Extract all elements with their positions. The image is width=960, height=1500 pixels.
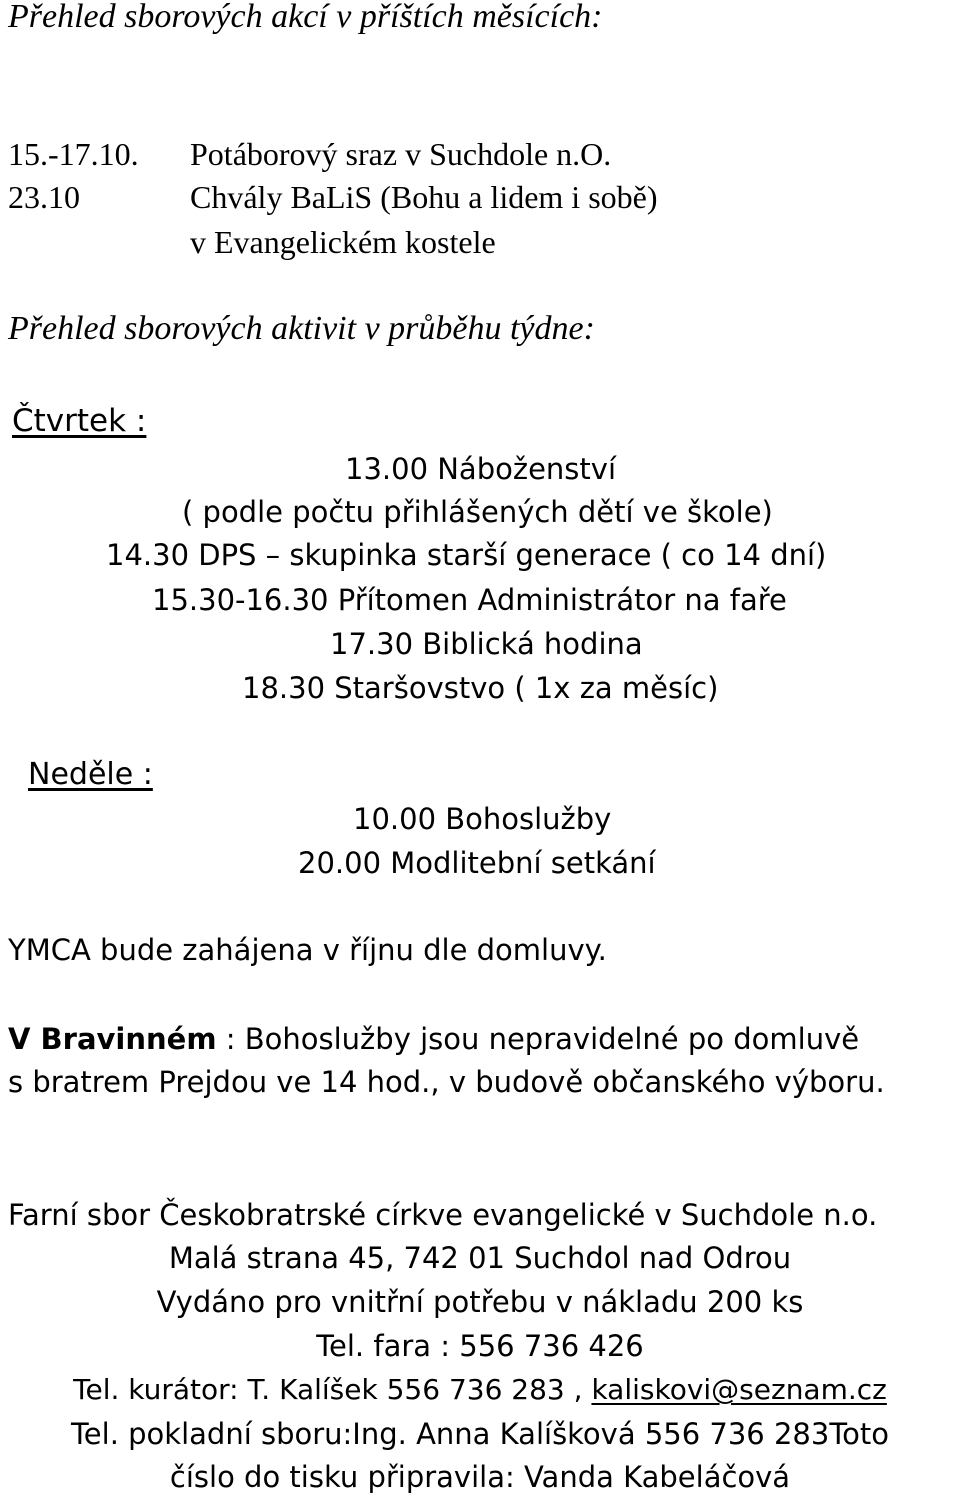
event-date: 23.10 (8, 179, 80, 215)
event-text: Potáborový sraz v Suchdole n.O. (190, 136, 612, 172)
treasurer-contact: Tel. pokladní sboru:Ing. Anna Kalíšková 556 736 283Toto (71, 1417, 889, 1451)
bravinne-note-continued: s bratrem Prejdou ve 14 hod., v budově občanského výboru. (8, 1065, 885, 1099)
print-note: Vydáno pro vnitřní potřebu v nákladu 200 ks (156, 1285, 804, 1319)
thursday-item: 17.30 Biblická hodina (330, 627, 643, 661)
bravinne-place: V Bravinném (8, 1022, 217, 1056)
curator-text: Tel. kurátor: T. Kalíšek 556 736 283 , (73, 1373, 592, 1406)
prepared-by: číslo do tisku připravila: Vanda Kabeláčová (169, 1460, 791, 1494)
thursday-item: ( podle počtu přihlášených dětí ve škole) (182, 495, 773, 529)
thursday-item: 14.30 DPS – skupinka starší generace ( co 14 dní) (106, 538, 827, 572)
parish-phone: Tel. fara : 556 736 426 (316, 1329, 644, 1363)
sunday-item: 20.00 Modlitební setkání (298, 846, 656, 880)
ymca-note: YMCA bude zahájena v říjnu dle domluvy. (8, 933, 607, 967)
event-text: Chvály BaLiS (Bohu a lidem i sobě) (190, 179, 658, 215)
thursday-item: 18.30 Staršovstvo ( 1x za měsíc) (242, 671, 719, 705)
sunday-item: 10.00 Bohoslužby (353, 802, 612, 836)
event-text-continued: v Evangelickém kostele (190, 224, 496, 260)
bravinne-note (8, 1022, 860, 1056)
upcoming-heading: Přehled sborových akcí v příštích měsících: (8, 0, 603, 35)
thursday-label: Čtvrtek : (12, 403, 147, 439)
curator-contact (0, 1373, 960, 1406)
thursday-item: 13.00 Náboženství (345, 452, 616, 486)
org-name: Farní sbor Českobratrské církve evangelické v Suchdole n.o. (8, 1198, 878, 1232)
bravinne-text: : Bohoslužby jsou nepravidelné po domluvě (216, 1022, 860, 1056)
event-date: 15.-17.10. (8, 136, 139, 172)
weekly-heading: Přehled sborových aktivit v průběhu týdne: (8, 310, 595, 347)
sunday-label: Neděle : (28, 757, 153, 792)
email-link[interactable]: kaliskovi@seznam.cz (591, 1373, 887, 1406)
address: Malá strana 45, 742 01 Suchdol nad Odrou (168, 1241, 792, 1275)
thursday-item: 15.30-16.30 Přítomen Administrátor na faře (152, 583, 787, 617)
